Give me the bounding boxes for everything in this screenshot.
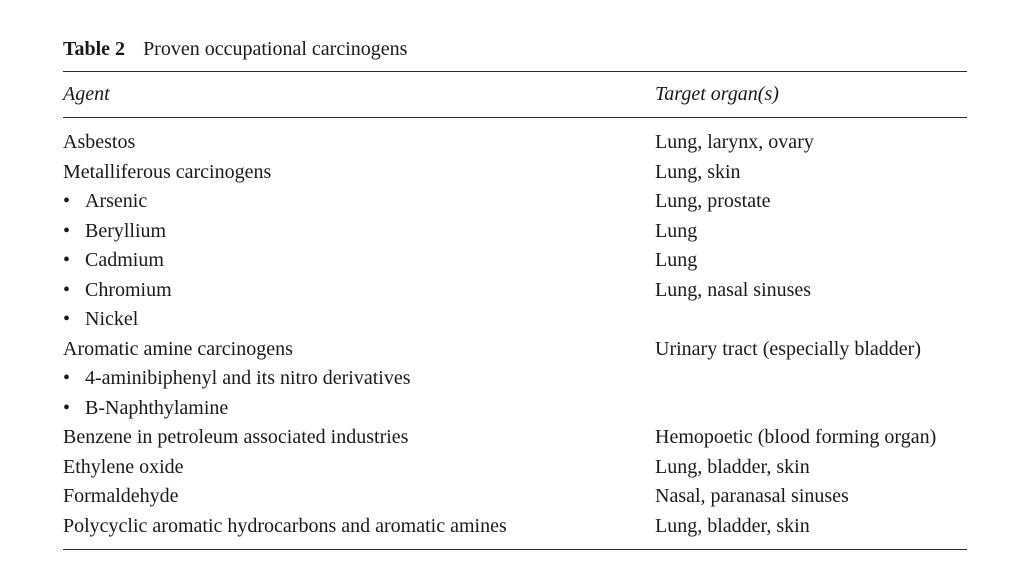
table-row [63, 364, 967, 394]
agent-text: 4-aminibiphenyl and its nitro derivatives [85, 367, 411, 390]
agent-cell [63, 161, 655, 184]
agent-text: Benzene in petroleum associated industries [63, 426, 409, 449]
table-row [63, 246, 967, 276]
header-agent: Agent [63, 83, 110, 105]
agent-cell [63, 485, 655, 508]
bullet-icon: • [63, 249, 71, 272]
bullet-icon: • [63, 396, 71, 419]
bullet-icon: • [63, 219, 71, 242]
table-row [63, 482, 967, 512]
table-caption [63, 36, 967, 62]
table-row [63, 217, 967, 247]
bullet-icon: • [63, 278, 71, 301]
bottom-rule [63, 549, 967, 550]
agent-text: B-Naphthylamine [85, 396, 229, 419]
agent-cell [63, 367, 655, 390]
table-label: Table 2 [63, 38, 126, 60]
target-organ-cell: Lung, larynx, ovary [655, 131, 814, 154]
bullet-icon: • [63, 190, 71, 213]
agent-cell [63, 397, 655, 420]
target-organ-cell: Lung, bladder, skin [655, 514, 810, 537]
agent-cell [63, 279, 655, 302]
agent-cell [63, 515, 655, 538]
agent-text: Arsenic [85, 190, 148, 213]
agent-cell [63, 456, 655, 479]
table-row [63, 453, 967, 483]
agent-cell [63, 338, 655, 361]
agent-text: Nickel [85, 308, 139, 331]
target-organ-cell: Lung, prostate [655, 190, 771, 213]
agent-cell [63, 249, 655, 272]
agent-text: Chromium [85, 278, 172, 301]
table-row [63, 158, 967, 188]
agent-text: Asbestos [63, 131, 136, 154]
table-row [63, 423, 967, 453]
table-row [63, 128, 967, 158]
target-organ-cell: Lung, bladder, skin [655, 455, 810, 478]
agent-cell [63, 131, 655, 154]
agent-text: Formaldehyde [63, 485, 179, 508]
table-row [63, 305, 967, 335]
agent-cell [63, 426, 655, 449]
target-organ-cell: Lung [655, 249, 698, 272]
target-organ-cell: Nasal, paranasal sinuses [655, 485, 849, 508]
table-row [63, 512, 967, 542]
agent-text: Metalliferous carcinogens [63, 160, 272, 183]
target-organ-cell: Hemopoetic (blood forming organ) [655, 426, 937, 449]
target-organ-cell: Urinary tract (especially bladder) [655, 337, 921, 360]
agent-text: Ethylene oxide [63, 455, 184, 478]
carcinogens-table [63, 36, 967, 550]
table-row [63, 335, 967, 365]
agent-cell [63, 308, 655, 331]
target-organ-cell: Lung, skin [655, 160, 741, 183]
agent-text: Beryllium [85, 219, 167, 242]
table-row [63, 394, 967, 424]
bullet-icon: • [63, 367, 71, 390]
agent-text: Polycyclic aromatic hydrocarbons and aromatic amines [63, 514, 507, 537]
header-target-organs: Target organ(s) [655, 83, 779, 105]
target-organ-cell: Lung, nasal sinuses [655, 278, 812, 301]
target-organ-cell: Lung [655, 219, 698, 242]
table-body [63, 118, 967, 549]
table-row [63, 187, 967, 217]
agent-cell [63, 190, 655, 213]
table-title: Proven occupational carcinogens [143, 38, 408, 60]
table-header-row [63, 72, 967, 117]
table-row [63, 276, 967, 306]
agent-text: Cadmium [85, 249, 164, 272]
bullet-icon: • [63, 308, 71, 331]
agent-text: Aromatic amine carcinogens [63, 337, 293, 360]
agent-cell [63, 220, 655, 243]
